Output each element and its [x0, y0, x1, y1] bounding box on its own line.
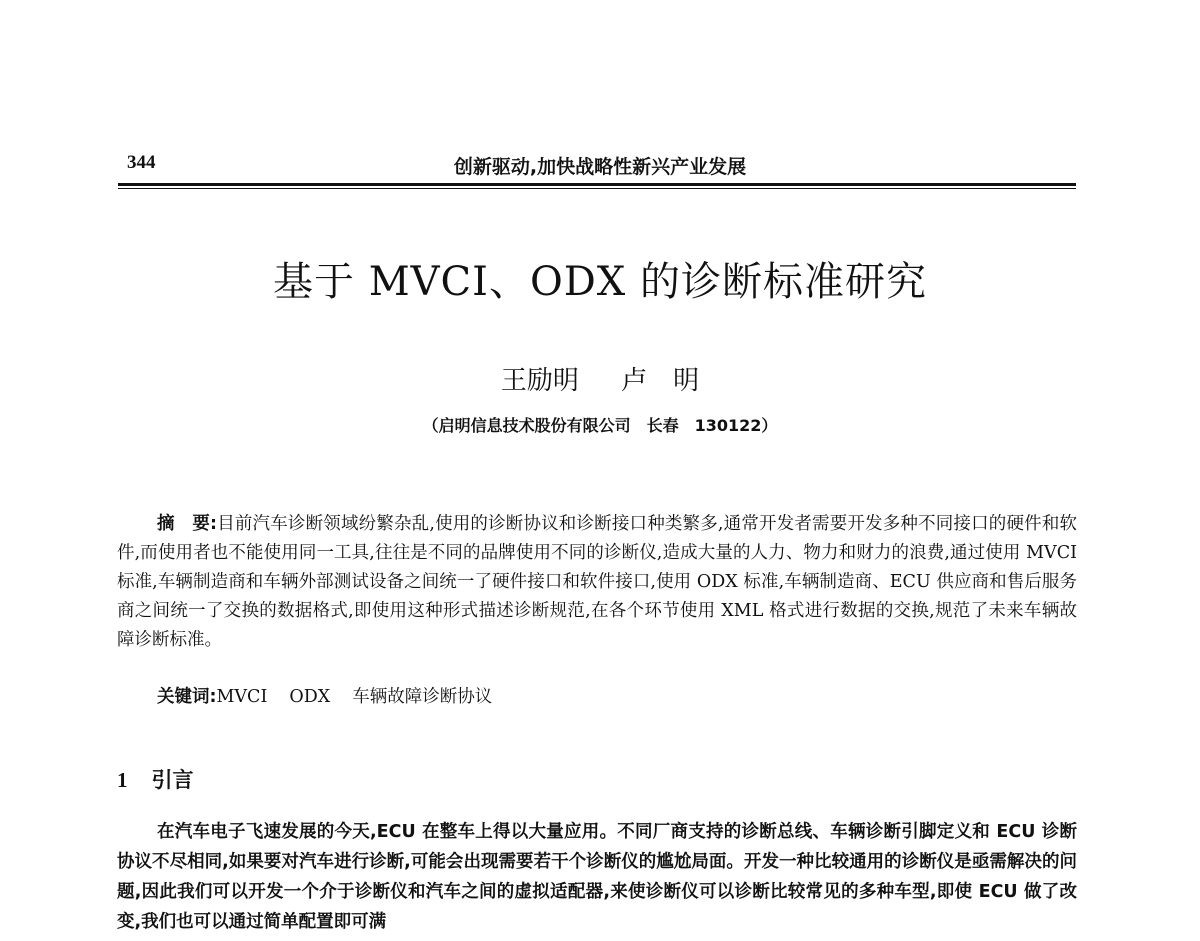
body-paragraph: 在汽车电子飞速发展的今天,ECU 在整车上得以大量应用。不同厂商支持的诊断总线、车辆诊断引脚定义和 ECU 诊断协议不尽相同,如果要对汽车进行诊断,可能会出现需要若干个诊断仪的尴尬局面。开发一种比较通用的诊断仪是亟需解决的问题,因此我们可以开发一个介于诊断仪和汽车之间的虚拟适配器,来使诊断仪可以诊断比较常见的多种车型,即使 ECU 做了改变,我们也可以通过简单配置即可满: [117, 822, 1077, 932]
author-2: 卢 明: [621, 366, 700, 396]
keyword-2: ODX: [289, 687, 331, 707]
keywords: [157, 683, 1077, 712]
authors: [0, 360, 1200, 397]
section-title: 引言: [151, 768, 194, 792]
author-1: 王励明: [500, 366, 579, 396]
page-number: 344: [127, 152, 156, 173]
section-number: 1: [117, 768, 128, 792]
section-heading: [117, 764, 194, 794]
header-rule-thick: [118, 183, 1076, 186]
keyword-1: MVCI: [216, 687, 268, 707]
affiliation: （启明信息技术股份有限公司 长春 130122）: [422, 416, 778, 435]
abstract-label: 摘 要:: [157, 514, 218, 534]
running-title: 创新驱动,加快战略性新兴产业发展: [453, 156, 747, 178]
paper-title: 基于 MVCI、ODX 的诊断标准研究: [272, 259, 928, 305]
abstract-text: 目前汽车诊断领域纷繁杂乱,使用的诊断协议和诊断接口种类繁多,通常开发者需要开发多种不同接口的硬件和软件,而使用者也不能使用同一工具,往往是不同的品牌使用不同的诊断仪,造成大量的人力、物力和财力的浪费,通过使用 MVCI 标准,车辆制造商和车辆外部测试设备之间统一了硬件接口和软件接口,使用 ODX 标准,车辆制造商、ECU 供应商和售后服务商之间统一了交换的数据格式,即使用这种形式描述诊断规范,在各个环节使用 XML 格式进行数据的交换,规范了未来车辆故障诊断标准。: [117, 514, 1077, 650]
keyword-3: 车辆故障诊断协议: [352, 687, 493, 707]
keywords-label: 关键词:: [157, 687, 217, 707]
header-rule-thin: [118, 188, 1076, 189]
abstract: [117, 510, 1077, 655]
